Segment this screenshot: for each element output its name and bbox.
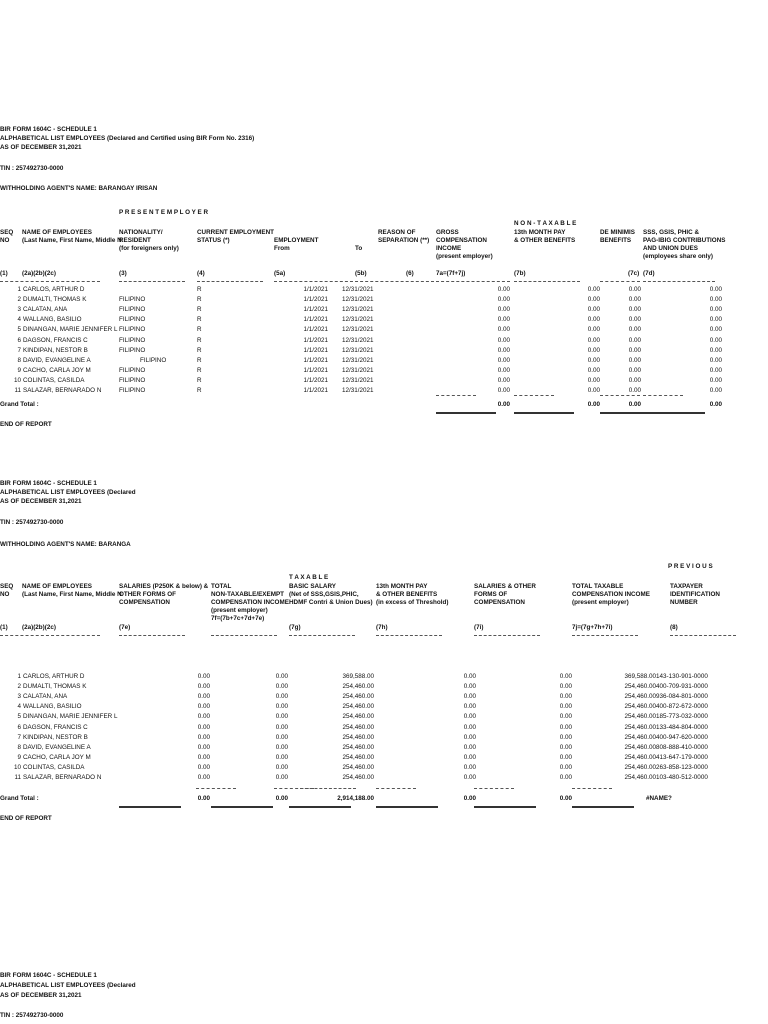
- row-seq: 1: [17, 286, 21, 293]
- row-total-nontaxable: 0.00: [275, 693, 288, 700]
- row-salaries: 0.00: [197, 764, 210, 771]
- row-deminimis: 0.00: [628, 377, 641, 384]
- row-status: R: [197, 296, 202, 303]
- row-salaries: 0.00: [197, 774, 210, 781]
- row-sss: 0.00: [709, 377, 722, 384]
- row-total-taxable: 254,460.00: [624, 683, 656, 690]
- row-basic: 254,460.00: [342, 683, 374, 690]
- row-status: R: [197, 286, 202, 293]
- code-seq: (1): [0, 624, 8, 631]
- row-basic: 254,460.00: [342, 693, 374, 700]
- row-salaries: 0.00: [197, 703, 210, 710]
- form-title: BIR FORM 1604C - SCHEDULE 1: [0, 126, 97, 133]
- row-13th: 0.00: [587, 357, 600, 364]
- row-status: R: [197, 347, 202, 354]
- row-name: CACHO, CARLA JOY M: [23, 367, 91, 374]
- row-tin: 808-888-410-0000: [656, 744, 708, 751]
- row-name: DUMALTI, THOMAS K: [23, 296, 87, 303]
- row-basic: 254,460.00: [342, 754, 374, 761]
- row-nationality: FILIPINO: [119, 316, 146, 323]
- row-to: 12/31/2021: [342, 367, 374, 374]
- col-total-nontaxable: TOTAL NON-TAXABLE/EXEMPT COMPENSATION INCOME (present employer) 7f=(7b+7c+7d+7e): [211, 583, 289, 622]
- row-from: 1/1/2021: [303, 387, 328, 394]
- row-gross: 0.00: [497, 347, 510, 354]
- row-name: DAGSON, FRANCIS C: [23, 724, 88, 731]
- col-to: To: [355, 245, 363, 252]
- row-salaries: 0.00: [197, 673, 210, 680]
- row-deminimis: 0.00: [628, 337, 641, 344]
- row-from: 1/1/2021: [303, 357, 328, 364]
- code-salaries: (7e): [119, 624, 131, 631]
- row-seq: 5: [17, 326, 21, 333]
- row-total-taxable: 254,460.00: [624, 754, 656, 761]
- row-sss: 0.00: [709, 387, 722, 394]
- row-13th: 0.00: [587, 367, 600, 374]
- row-from: 1/1/2021: [303, 326, 328, 333]
- col-name: NAME OF EMPLOYEES (Last Name, First Name, Middle N: [22, 583, 122, 598]
- row-status: R: [197, 306, 202, 313]
- row-deminimis: 0.00: [628, 316, 641, 323]
- form-title: BIR FORM 1604C - SCHEDULE 1: [0, 480, 97, 487]
- row-salaries: 0.00: [197, 734, 210, 741]
- tin-line: TIN : 257492730-0000: [0, 519, 64, 526]
- row-deminimis: 0.00: [628, 357, 641, 364]
- row-gross: 0.00: [497, 306, 510, 313]
- row-from: 1/1/2021: [303, 377, 328, 384]
- code-to: (5b): [355, 270, 367, 277]
- agent-name: WITHHOLDING AGENT'S NAME: BARANGAY IRISAN: [0, 185, 158, 192]
- total-nontaxable: 0.00: [275, 795, 288, 802]
- row-seq: 5: [17, 713, 21, 720]
- row-basic: 369,588.00: [342, 673, 374, 680]
- tin-line: TIN : 257492730-0000: [0, 1012, 64, 1019]
- alphalist-title: ALPHABETICAL LIST EMPLOYEES (Declared: [0, 982, 136, 989]
- code-name: (2a)(2b)(2c): [22, 270, 56, 277]
- row-gross: 0.00: [497, 316, 510, 323]
- row-sss: 0.00: [709, 286, 722, 293]
- row-total-nontaxable: 0.00: [275, 683, 288, 690]
- code-tin: (8): [670, 624, 678, 631]
- row-other: 0.00: [559, 713, 572, 720]
- col-name: NAME OF EMPLOYEES (Last Name, First Name, Middle N: [22, 229, 122, 244]
- code-basic: (7g): [289, 624, 301, 631]
- row-from: 1/1/2021: [303, 367, 328, 374]
- row-from: 1/1/2021: [303, 337, 328, 344]
- col-reason: REASON OF SEPARATION (**): [378, 229, 430, 244]
- row-other: 0.00: [559, 774, 572, 781]
- row-tin: 185-773-032-0000: [656, 713, 708, 720]
- row-seq: 7: [17, 734, 21, 741]
- total-gross: 0.00: [497, 401, 510, 408]
- row-13th: 0.00: [463, 703, 476, 710]
- as-of-date: AS OF DECEMBER 31,2021: [0, 498, 82, 505]
- row-deminimis: 0.00: [628, 306, 641, 313]
- previous-employer-heading: P R E V I O U S: [668, 563, 713, 570]
- code-13th: (7b): [514, 270, 526, 277]
- col-13th-month: 13th MONTH PAY & OTHER BENEFITS: [514, 229, 576, 244]
- row-13th: 0.00: [463, 774, 476, 781]
- code-gross: 7a=(7f+7j): [436, 270, 466, 277]
- row-total-nontaxable: 0.00: [275, 744, 288, 751]
- tin-line: TIN : 257492730-0000: [0, 165, 64, 172]
- row-13th: 0.00: [463, 683, 476, 690]
- row-seq: 6: [17, 724, 21, 731]
- code-seq: (1): [0, 270, 8, 277]
- row-total-nontaxable: 0.00: [275, 764, 288, 771]
- row-name: KINDIPAN, NESTOR B: [23, 734, 88, 741]
- row-13th: 0.00: [463, 693, 476, 700]
- row-13th: 0.00: [587, 377, 600, 384]
- row-basic: 254,460.00: [342, 703, 374, 710]
- row-other: 0.00: [559, 683, 572, 690]
- row-tin: 936-084-801-0000: [656, 693, 708, 700]
- col-gross: GROSS COMPENSATION INCOME (present employer): [436, 229, 493, 260]
- total-tin: #NAME?: [646, 795, 672, 802]
- row-seq: 9: [17, 754, 21, 761]
- row-tin: 400-947-620-0000: [656, 734, 708, 741]
- row-other: 0.00: [559, 693, 572, 700]
- row-basic: 254,460.00: [342, 724, 374, 731]
- row-status: R: [197, 326, 202, 333]
- row-13th: 0.00: [587, 306, 600, 313]
- row-from: 1/1/2021: [303, 316, 328, 323]
- row-seq: 10: [13, 377, 21, 384]
- total-basic: 2,914,188.00: [337, 795, 374, 802]
- row-gross: 0.00: [497, 387, 510, 394]
- row-deminimis: 0.00: [628, 326, 641, 333]
- row-seq: 3: [17, 306, 21, 313]
- row-seq: 2: [17, 683, 21, 690]
- row-name: DAGSON, FRANCIS C: [23, 337, 88, 344]
- row-to: 12/31/2021: [342, 316, 374, 323]
- row-total-nontaxable: 0.00: [275, 703, 288, 710]
- row-nationality: FILIPINO: [119, 296, 146, 303]
- row-sss: 0.00: [709, 347, 722, 354]
- row-name: SALAZAR, BERNARADO N: [23, 774, 102, 781]
- row-total-taxable: 254,460.00: [624, 703, 656, 710]
- taxable-heading: T A X A B L E: [289, 574, 329, 581]
- row-name: CARLOS, ARTHUR D: [23, 286, 85, 293]
- row-total-nontaxable: 0.00: [275, 713, 288, 720]
- row-tin: 103-480-512-0000: [656, 774, 708, 781]
- row-total-nontaxable: 0.00: [275, 734, 288, 741]
- row-name: CALATAN, ANA: [23, 693, 68, 700]
- col-status: CURRENT EMPLOYMENT STATUS (*): [197, 229, 274, 244]
- total-deminimis: 0.00: [628, 401, 641, 408]
- row-sss: 0.00: [709, 326, 722, 333]
- row-13th: 0.00: [463, 673, 476, 680]
- row-basic: 254,460.00: [342, 764, 374, 771]
- row-13th: 0.00: [587, 326, 600, 333]
- row-deminimis: 0.00: [628, 296, 641, 303]
- row-13th: 0.00: [463, 754, 476, 761]
- row-sss: 0.00: [709, 337, 722, 344]
- row-sss: 0.00: [709, 367, 722, 374]
- row-sss: 0.00: [709, 316, 722, 323]
- row-nationality: FILIPINO: [119, 306, 146, 313]
- as-of-date: AS OF DECEMBER 31,2021: [0, 992, 82, 999]
- row-13th: 0.00: [587, 316, 600, 323]
- row-salaries: 0.00: [197, 683, 210, 690]
- row-other: 0.00: [559, 673, 572, 680]
- total-13th: 0.00: [587, 401, 600, 408]
- row-total-nontaxable: 0.00: [275, 754, 288, 761]
- row-gross: 0.00: [497, 326, 510, 333]
- row-basic: 254,460.00: [342, 734, 374, 741]
- row-to: 12/31/2021: [342, 296, 374, 303]
- row-13th: 0.00: [587, 387, 600, 394]
- row-to: 12/31/2021: [342, 387, 374, 394]
- row-name: COLINTAS, CASILDA: [23, 764, 85, 771]
- row-name: WALLANG, BASILIO: [23, 703, 82, 710]
- col-seq: SEQ NO: [0, 583, 14, 598]
- col-from: From: [274, 245, 290, 252]
- row-basic: 254,460.00: [342, 713, 374, 720]
- row-total-taxable: 254,460.00: [624, 744, 656, 751]
- row-from: 1/1/2021: [303, 347, 328, 354]
- row-13th: 0.00: [587, 296, 600, 303]
- col-basic-salary: BASIC SALARY (Net of SSS,GSIS,PHIC, HDMF Contri & Union Dues): [289, 583, 373, 606]
- col-total-taxable: TOTAL TAXABLE COMPENSATION INCOME (present employer): [572, 583, 650, 606]
- total-other: 0.00: [463, 795, 476, 802]
- row-name: CARLOS, ARTHUR D: [23, 673, 85, 680]
- code-13th: (7h): [376, 624, 388, 631]
- row-name: DAVID, EVANGELINE A: [23, 357, 91, 364]
- row-seq: 11: [14, 387, 21, 394]
- row-salaries: 0.00: [197, 713, 210, 720]
- row-to: 12/31/2021: [342, 286, 374, 293]
- row-status: R: [197, 357, 202, 364]
- row-13th: 0.00: [463, 713, 476, 720]
- row-name: DAVID, EVANGELINE A: [23, 744, 91, 751]
- row-total-nontaxable: 0.00: [275, 774, 288, 781]
- row-status: R: [197, 387, 202, 394]
- non-taxable-heading: N O N - T A X A B L E: [514, 220, 577, 227]
- row-seq: 4: [17, 316, 21, 323]
- row-salaries: 0.00: [197, 724, 210, 731]
- row-tin: 400-872-672-0000: [656, 703, 708, 710]
- row-nationality: FILIPINO: [119, 347, 146, 354]
- col-sss: SSS, GSIS, PHIC & PAG-IBIG CONTRIBUTIONS AND UNION DUES (employees share only): [643, 229, 726, 260]
- total-salaries: 0.00: [197, 795, 210, 802]
- row-13th: 0.00: [463, 724, 476, 731]
- agent-name: WITHHOLDING AGENT'S NAME: BARANGA: [0, 541, 131, 548]
- row-salaries: 0.00: [197, 693, 210, 700]
- row-nationality: FILIPINO: [119, 326, 146, 333]
- row-to: 12/31/2021: [342, 337, 374, 344]
- row-salaries: 0.00: [197, 754, 210, 761]
- form-title: BIR FORM 1604C - SCHEDULE 1: [0, 972, 97, 979]
- row-nationality: FILIPINO: [119, 377, 146, 384]
- row-total-taxable: 254,460.00: [624, 724, 656, 731]
- row-13th: 0.00: [463, 734, 476, 741]
- row-gross: 0.00: [497, 357, 510, 364]
- row-seq: 9: [17, 367, 21, 374]
- row-from: 1/1/2021: [303, 306, 328, 313]
- alphalist-title: ALPHABETICAL LIST EMPLOYEES (Declared and Certified using BIR Form No. 2316): [0, 135, 255, 142]
- row-status: R: [197, 316, 202, 323]
- code-deminimis: (7c): [628, 270, 640, 277]
- row-13th: 0.00: [587, 286, 600, 293]
- row-tin: 143-130-901-0000: [656, 673, 708, 680]
- row-seq: 3: [17, 693, 21, 700]
- col-salaries: SALARIES (P250K & below) & OTHER FORMS OF COMPENSATION: [119, 583, 209, 606]
- total-taxable: 0.00: [559, 795, 572, 802]
- end-of-report: END OF REPORT: [0, 815, 52, 822]
- row-name: CALATAN, ANA: [23, 306, 68, 313]
- row-13th: 0.00: [463, 764, 476, 771]
- row-total-taxable: 254,460.00: [624, 774, 656, 781]
- col-other-comp: SALARIES & OTHER FORMS OF COMPENSATION: [474, 583, 536, 606]
- row-13th: 0.00: [587, 347, 600, 354]
- row-total-taxable: 254,460.00: [624, 713, 656, 720]
- row-to: 12/31/2021: [342, 347, 374, 354]
- row-from: 1/1/2021: [303, 286, 328, 293]
- col-13th-month: 13th MONTH PAY & OTHER BENEFITS (in excess of Threshold): [376, 583, 449, 606]
- row-basic: 254,460.00: [342, 774, 374, 781]
- col-tin: TAXPAYER IDENTIFICATION NUMBER: [670, 583, 720, 606]
- row-tin: 263-858-123-0000: [656, 764, 708, 771]
- row-other: 0.00: [559, 754, 572, 761]
- row-name: DINANGAN, MARIE JENNIFER L: [23, 326, 118, 333]
- grand-total-label: Grand Total :: [0, 795, 39, 802]
- row-gross: 0.00: [497, 286, 510, 293]
- as-of-date: AS OF DECEMBER 31,2021: [0, 144, 82, 151]
- row-sss: 0.00: [709, 296, 722, 303]
- row-other: 0.00: [559, 744, 572, 751]
- code-nat: (3): [119, 270, 127, 277]
- row-other: 0.00: [559, 724, 572, 731]
- row-salaries: 0.00: [197, 744, 210, 751]
- col-nationality: NATIONALITY/ RESIDENT (for foreigners only): [119, 229, 179, 252]
- row-13th: 0.00: [587, 337, 600, 344]
- code-from: (5a): [274, 270, 286, 277]
- row-seq: 8: [17, 357, 21, 364]
- row-status: R: [197, 367, 202, 374]
- row-name: WALLANG, BASILIO: [23, 316, 82, 323]
- row-seq: 2: [17, 296, 21, 303]
- row-sss: 0.00: [709, 306, 722, 313]
- alphalist-title: ALPHABETICAL LIST EMPLOYEES (Declared: [0, 489, 136, 496]
- end-of-report: END OF REPORT: [0, 421, 52, 428]
- row-deminimis: 0.00: [628, 367, 641, 374]
- row-total-taxable: 369,588.00: [624, 673, 656, 680]
- row-other: 0.00: [559, 703, 572, 710]
- row-deminimis: 0.00: [628, 347, 641, 354]
- row-status: R: [197, 337, 202, 344]
- col-employment: EMPLOYMENT: [274, 237, 319, 244]
- row-status: R: [197, 377, 202, 384]
- row-to: 12/31/2021: [342, 306, 374, 313]
- code-reason: (6): [406, 270, 414, 277]
- row-nationality: FILIPINO: [119, 337, 146, 344]
- row-gross: 0.00: [497, 377, 510, 384]
- row-seq: 11: [14, 774, 21, 781]
- row-name: KINDIPAN, NESTOR B: [23, 347, 88, 354]
- row-tin: 400-709-931-0000: [656, 683, 708, 690]
- total-sss: 0.00: [709, 401, 722, 408]
- row-nationality: FILIPINO: [140, 357, 167, 364]
- row-to: 12/31/2021: [342, 357, 374, 364]
- row-gross: 0.00: [497, 367, 510, 374]
- row-tin: 413-647-179-0000: [656, 754, 708, 761]
- row-deminimis: 0.00: [628, 286, 641, 293]
- row-name: DUMALTI, THOMAS K: [23, 683, 87, 690]
- row-total-taxable: 254,460.00: [624, 693, 656, 700]
- row-tin: 133-484-804-0000: [656, 724, 708, 731]
- row-total-nontaxable: 0.00: [275, 673, 288, 680]
- row-to: 12/31/2021: [342, 326, 374, 333]
- row-nationality: FILIPINO: [119, 367, 146, 374]
- code-status: (4): [197, 270, 205, 277]
- row-other: 0.00: [559, 734, 572, 741]
- row-name: SALAZAR, BERNARADO N: [23, 387, 102, 394]
- row-basic: 254,460.00: [342, 744, 374, 751]
- row-name: DINANGAN, MARIE JENNIFER L: [23, 713, 118, 720]
- row-seq: 6: [17, 337, 21, 344]
- code-other: (7i): [474, 624, 484, 631]
- row-total-nontaxable: 0.00: [275, 724, 288, 731]
- code-sss: (7d): [643, 270, 655, 277]
- row-to: 12/31/2021: [342, 377, 374, 384]
- row-other: 0.00: [559, 764, 572, 771]
- row-seq: 4: [17, 703, 21, 710]
- row-from: 1/1/2021: [303, 296, 328, 303]
- col-de-minimis: DE MINIMIS BENEFITS: [600, 229, 635, 244]
- row-nationality: FILIPINO: [119, 387, 146, 394]
- grand-total-label: Grand Total :: [0, 401, 39, 408]
- row-deminimis: 0.00: [628, 387, 641, 394]
- row-seq: 7: [17, 347, 21, 354]
- row-seq: 1: [17, 673, 21, 680]
- row-sss: 0.00: [709, 357, 722, 364]
- row-name: CACHO, CARLA JOY M: [23, 754, 91, 761]
- code-total-taxable: 7j=(7g+7h+7i): [572, 624, 613, 631]
- row-seq: 8: [17, 744, 21, 751]
- row-gross: 0.00: [497, 296, 510, 303]
- row-name: COLINTAS, CASILDA: [23, 377, 85, 384]
- row-total-taxable: 254,460.00: [624, 764, 656, 771]
- row-gross: 0.00: [497, 337, 510, 344]
- code-name: (2a)(2b)(2c): [22, 624, 56, 631]
- row-seq: 10: [13, 764, 21, 771]
- row-13th: 0.00: [463, 744, 476, 751]
- row-total-taxable: 254,460.00: [624, 734, 656, 741]
- present-employer-heading: P R E S E N T E M P L O Y E R: [119, 209, 209, 216]
- col-seq: SEQ NO: [0, 229, 14, 244]
